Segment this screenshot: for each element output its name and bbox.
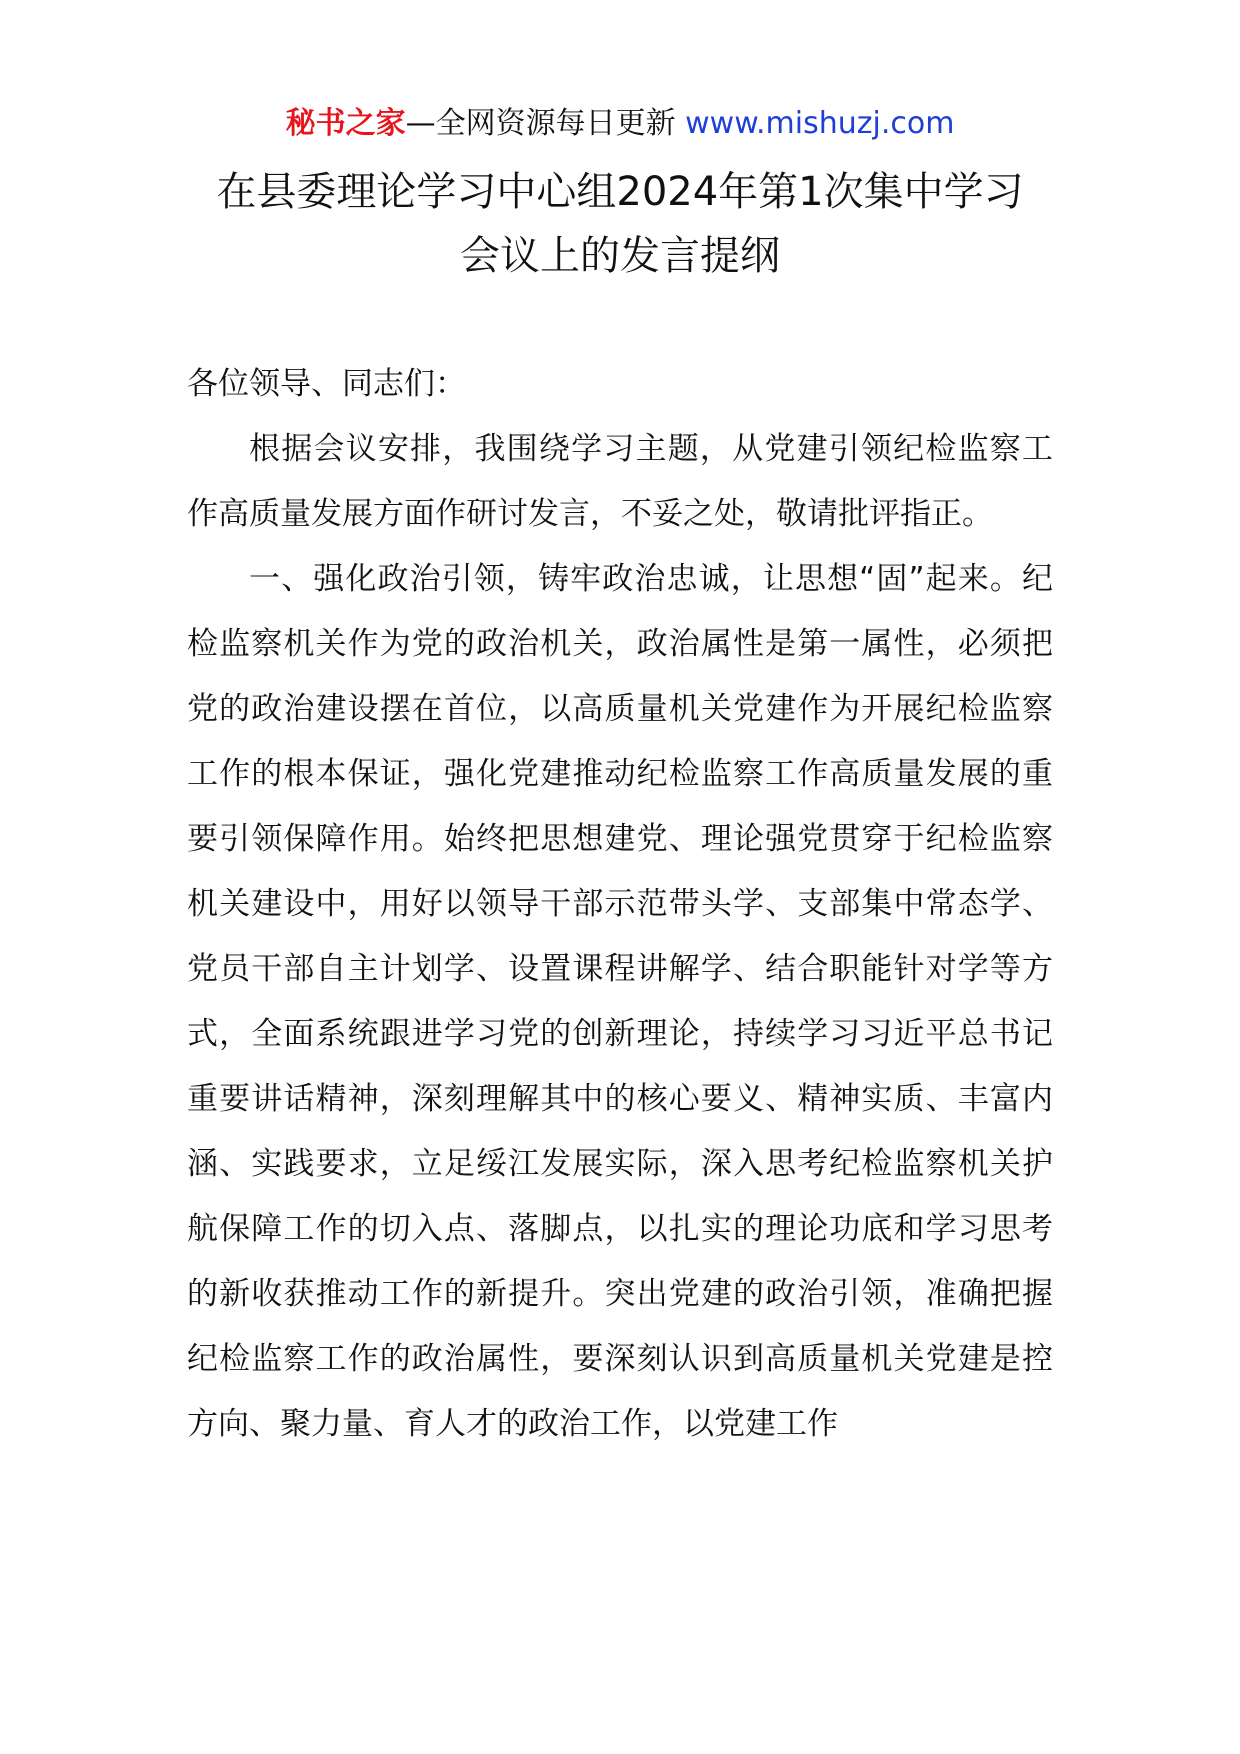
section-1-body: 纪检监察机关作为党的政治机关，政治属性是第一属性，必须把党的政治建设摆在首位，以高质量机关党建作为开展纪检监察工作的根本保证，强化党建推动纪检监察工作高质量发展的重要引领保障作用。始终把思想建党、理论强党贯穿于纪检监察机关建设中，用好以领导干部示范带头学、支部集中常态学、党员干部自主计划学、设置课程讲解学、结合职能针对学等方式，全面系统跟进学习党的创新理论，持续学习习近平总书记重要讲话精神，深刻理解其中的核心要义、精神实质、丰富内涵、实践要求，立足绥江发展实际，深入思考纪检监察机关护航保障工作的切入点、落脚点，以扎实的理论功底和学习思考的新收获推动工作的新提升。突出党建的政治引领，准确把握纪检监察工作的政治属性，要深刻认识到高质量机关党建是控方向、聚力量、育人才的政治工作，以党建工作 (187, 561, 1053, 1442)
greeting: 各位领导、同志们： (187, 366, 466, 402)
title-line-1: 在县委理论学习中心组2024年第1次集中学习 (216, 169, 1024, 215)
section-1-heading: 一、强化政治引领，铸牢政治忠诚，让思想“固”起来。 (249, 561, 1022, 597)
section-1-paragraph (187, 547, 1053, 1457)
document-title (150, 160, 1090, 288)
site-banner (0, 100, 1240, 148)
intro-paragraph: 根据会议安排，我围绕学习主题，从党建引领纪检监察工作高质量发展方面作研讨发言，不妥之处，敬请批评指正。 (187, 431, 1053, 532)
site-url-link[interactable]: www.mishuzj.com (685, 106, 955, 141)
site-name: 秘书之家 (285, 106, 406, 141)
site-tagline: —全网资源每日更新 (405, 106, 676, 141)
title-line-2: 会议上的发言提纲 (460, 233, 780, 279)
document-body (187, 352, 1053, 1457)
